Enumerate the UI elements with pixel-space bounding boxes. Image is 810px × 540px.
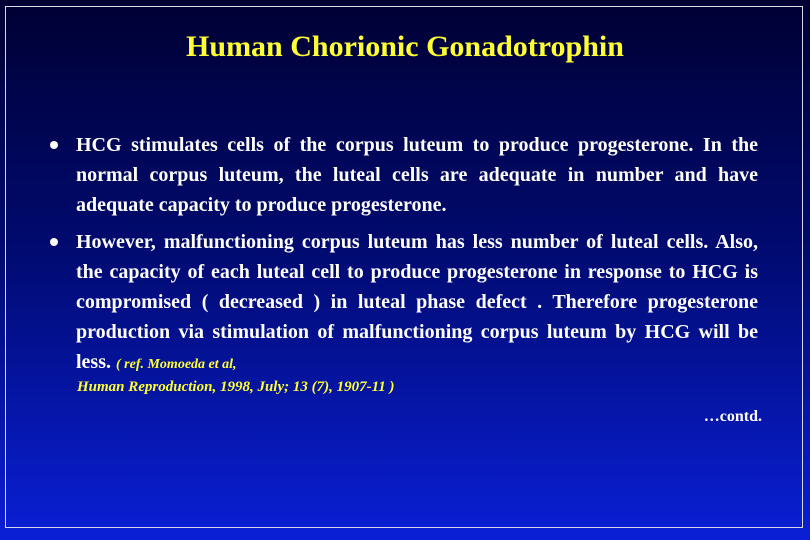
reference-inline: ( ref. Momoeda et al,	[116, 357, 237, 372]
slide-title: Human Chorionic Gonadotrophin	[186, 30, 624, 63]
bullet-dot-icon	[50, 238, 58, 246]
bullet-text-1: HCG stimulates cells of the corpus luteum to produce progesterone. In the normal corpus luteum, the luteal cells are adequate in number and have adequate capacity to produce progesterone.	[76, 134, 758, 216]
continued-label: …contd.	[703, 408, 762, 425]
bullet-dot-icon	[50, 141, 58, 149]
reference-citation: Human Reproduction, 1998, July; 13 (7), 1907-11 )	[77, 379, 395, 395]
bullet-text-2	[76, 227, 758, 380]
bullet-text-2-body: However, malfunctioning corpus luteum has less number of luteal cells. Also, the capacity of each luteal cell to produce progesterone in response to HCG is compromised ( decreased ) in luteal phase defect . Therefore progesterone production via stimulation of malfunctioning corpus luteum by HCG will be less.	[76, 231, 758, 373]
